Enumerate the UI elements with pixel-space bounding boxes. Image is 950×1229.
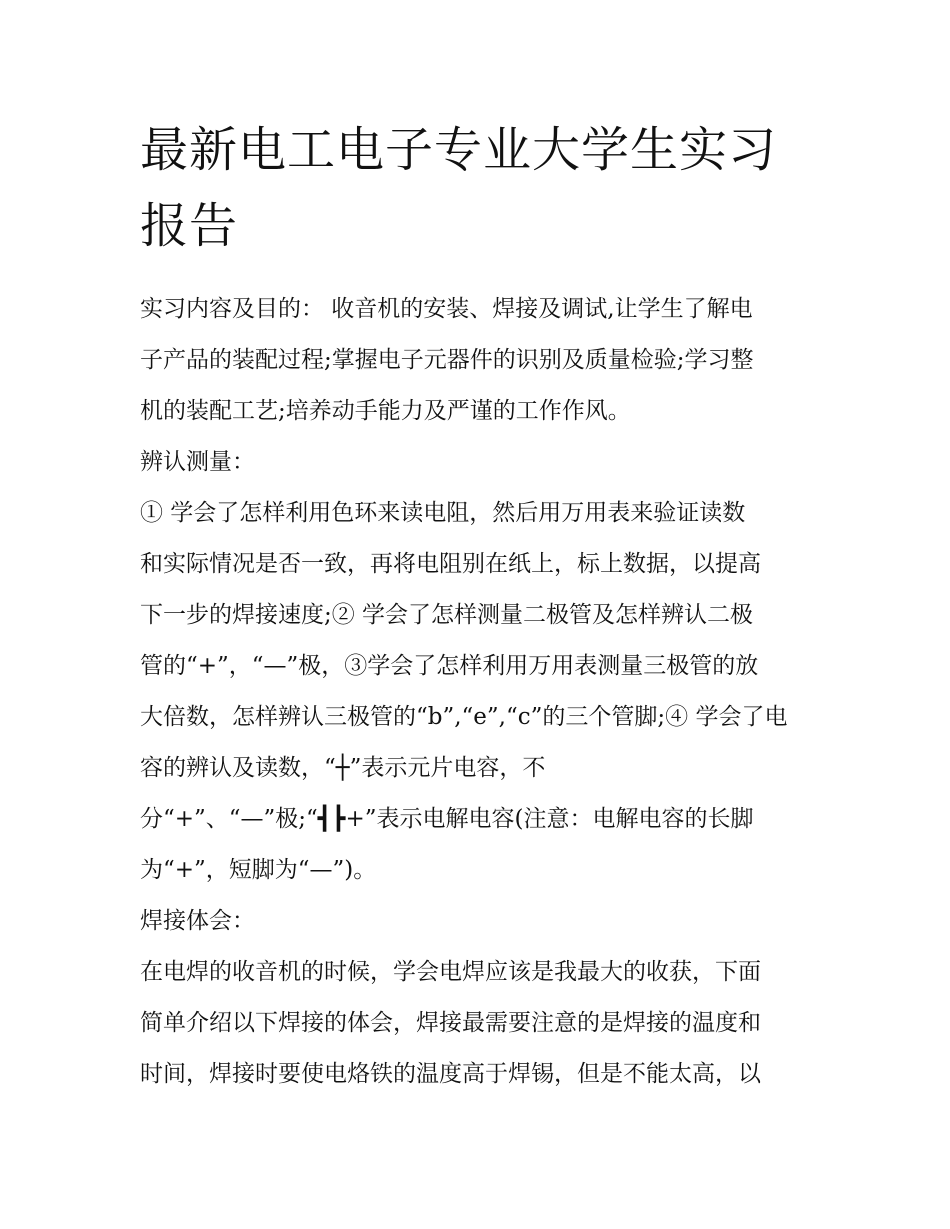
document-page	[140, 112, 820, 1100]
text-line: 下一步的焊接速度;② 学会了怎样测量二极管及怎样辨认二极	[140, 602, 754, 628]
text-line: 实习内容及目的： 收音机的安装、焊接及调试,让学生了解电	[140, 296, 753, 322]
title-line: 最新电工电子专业大学生实习	[140, 122, 778, 178]
document-title	[140, 112, 820, 264]
text-line: 简单介绍以下焊接的体会，焊接最需要注意的是焊接的温度和	[140, 1010, 761, 1036]
text-line: 管的“+”，“—”极，③学会了怎样利用万用表测量三极管的放	[140, 653, 759, 679]
text-line: 和实际情况是否一致，再将电阻别在纸上，标上数据，以提高	[140, 551, 761, 577]
document-body	[140, 284, 820, 1100]
paragraph-purpose	[140, 284, 820, 437]
text-line: 大倍数，怎样辨认三极管的“b”,“e”,“c”的三个管脚;④ 学会了电	[140, 704, 788, 730]
paragraph-welding	[140, 947, 820, 1100]
text-line: 子产品的装配过程;掌握电子元器件的识别及质量检验;学习整	[140, 347, 754, 373]
text-line: 辨认测量：	[140, 449, 255, 475]
text-line: 机的装配工艺;培养动手能力及严谨的工作作风。	[140, 398, 631, 424]
text-line: 容的辨认及读数，“┼”表示元片电容，不	[140, 755, 546, 781]
section-heading-measurement	[140, 437, 820, 488]
title-line: 报告	[140, 198, 239, 254]
section-heading-welding	[140, 896, 820, 947]
text-line: 焊接体会：	[140, 908, 255, 934]
text-line: ① 学会了怎样利用色环来读电阻，然后用万用表来验证读数	[140, 500, 746, 526]
text-line: 在电焊的收音机的时候，学会电焊应该是我最大的收获，下面	[140, 959, 761, 985]
text-line: 分“+”、“—”极;“┫┣+”表示电解电容(注意：电解电容的长脚	[140, 806, 754, 832]
paragraph-measurement	[140, 488, 820, 896]
text-line: 为“+”，短脚为“—”)。	[140, 857, 377, 883]
text-line: 时间，焊接时要使电烙铁的温度高于焊锡，但是不能太高，以	[140, 1061, 761, 1087]
